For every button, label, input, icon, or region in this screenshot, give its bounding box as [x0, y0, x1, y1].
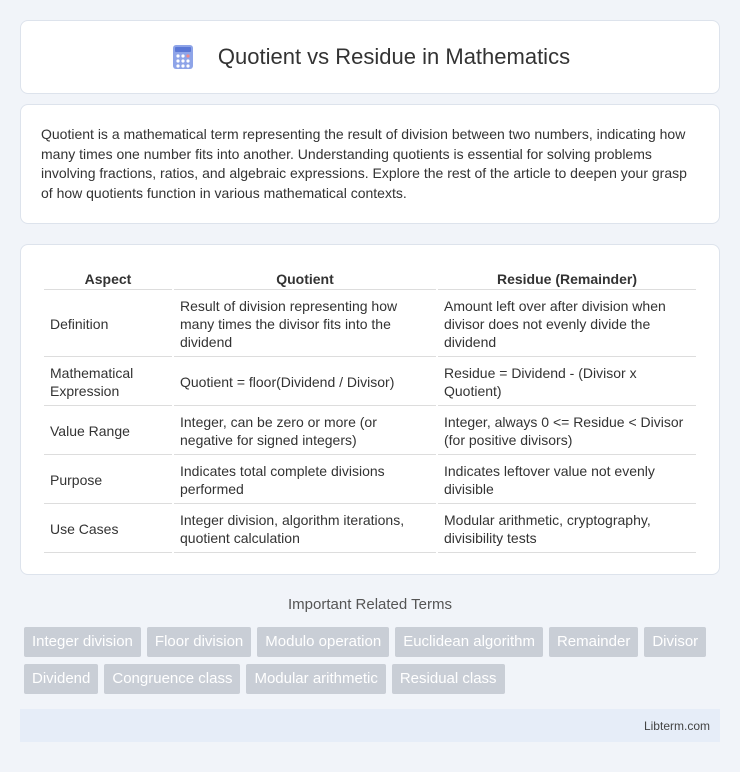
cell-quotient: Quotient = floor(Dividend / Divisor) — [174, 359, 436, 406]
cell-aspect: Definition — [44, 292, 172, 357]
table-row — [44, 408, 696, 455]
footer — [20, 709, 720, 742]
cell-aspect: Mathematical Expression — [44, 359, 172, 406]
header-aspect: Aspect — [44, 267, 172, 290]
cell-quotient: Result of division representing how many times the divisor fits into the dividend — [174, 292, 436, 357]
cell-aspect: Value Range — [44, 408, 172, 455]
comparison-table — [42, 265, 698, 555]
cell-residue: Residue = Dividend - (Divisor x Quotient) — [438, 359, 696, 406]
cell-quotient: Integer, can be zero or more (or negative for signed integers) — [174, 408, 436, 455]
cell-residue: Amount left over after division when divisor does not evenly divide the dividend — [438, 292, 696, 357]
intro-text: Quotient is a mathematical term representing the result of division between two numbers, indicating how many times one number fits into another. Understanding quotients is essential for solving problems involving fractions, ratios, and algebraic expressions. Explore the rest of the article to deepen your grasp of how quotients function in various mathematical contexts. — [41, 126, 687, 201]
calculator-icon — [170, 44, 196, 70]
cell-residue: Modular arithmetic, cryptography, divisibility tests — [438, 506, 696, 553]
tag-modular-arithmetic[interactable]: Modular arithmetic — [246, 664, 385, 694]
tag-floor-division[interactable]: Floor division — [147, 627, 251, 657]
tag-modulo-operation[interactable]: Modulo operation — [257, 627, 389, 657]
tag-congruence-class[interactable]: Congruence class — [104, 664, 240, 694]
intro-card — [20, 104, 720, 224]
tag-integer-division[interactable]: Integer division — [24, 627, 141, 657]
related-terms-title: Important Related Terms — [288, 596, 452, 613]
footer-site-link[interactable]: Libterm.com — [643, 718, 710, 733]
cell-residue: Integer, always 0 <= Residue < Divisor (for positive divisors) — [438, 408, 696, 455]
tag-divisor[interactable]: Divisor — [644, 627, 706, 657]
table-row — [44, 292, 696, 357]
tag-dividend[interactable]: Dividend — [24, 664, 98, 694]
table-row — [44, 506, 696, 553]
header-quotient: Quotient — [174, 267, 436, 290]
cell-quotient: Integer division, algorithm iterations, quotient calculation — [174, 506, 436, 553]
page-title: Quotient vs Residue in Mathematics — [217, 44, 571, 69]
table-row — [44, 457, 696, 504]
header-residue: Residue (Remainder) — [438, 267, 696, 290]
comparison-table-card — [20, 244, 720, 575]
tag-euclidean-algorithm[interactable]: Euclidean algorithm — [395, 627, 543, 657]
cell-aspect: Purpose — [44, 457, 172, 504]
table-row — [44, 359, 696, 406]
table-header-row — [44, 267, 696, 290]
tag-residual-class[interactable]: Residual class — [392, 664, 505, 694]
cell-aspect: Use Cases — [44, 506, 172, 553]
cell-residue: Indicates leftover value not evenly divisible — [438, 457, 696, 504]
header-card — [20, 20, 720, 94]
tag-remainder[interactable]: Remainder — [549, 627, 638, 657]
related-terms-list — [24, 627, 724, 701]
cell-quotient: Indicates total complete divisions performed — [174, 457, 436, 504]
